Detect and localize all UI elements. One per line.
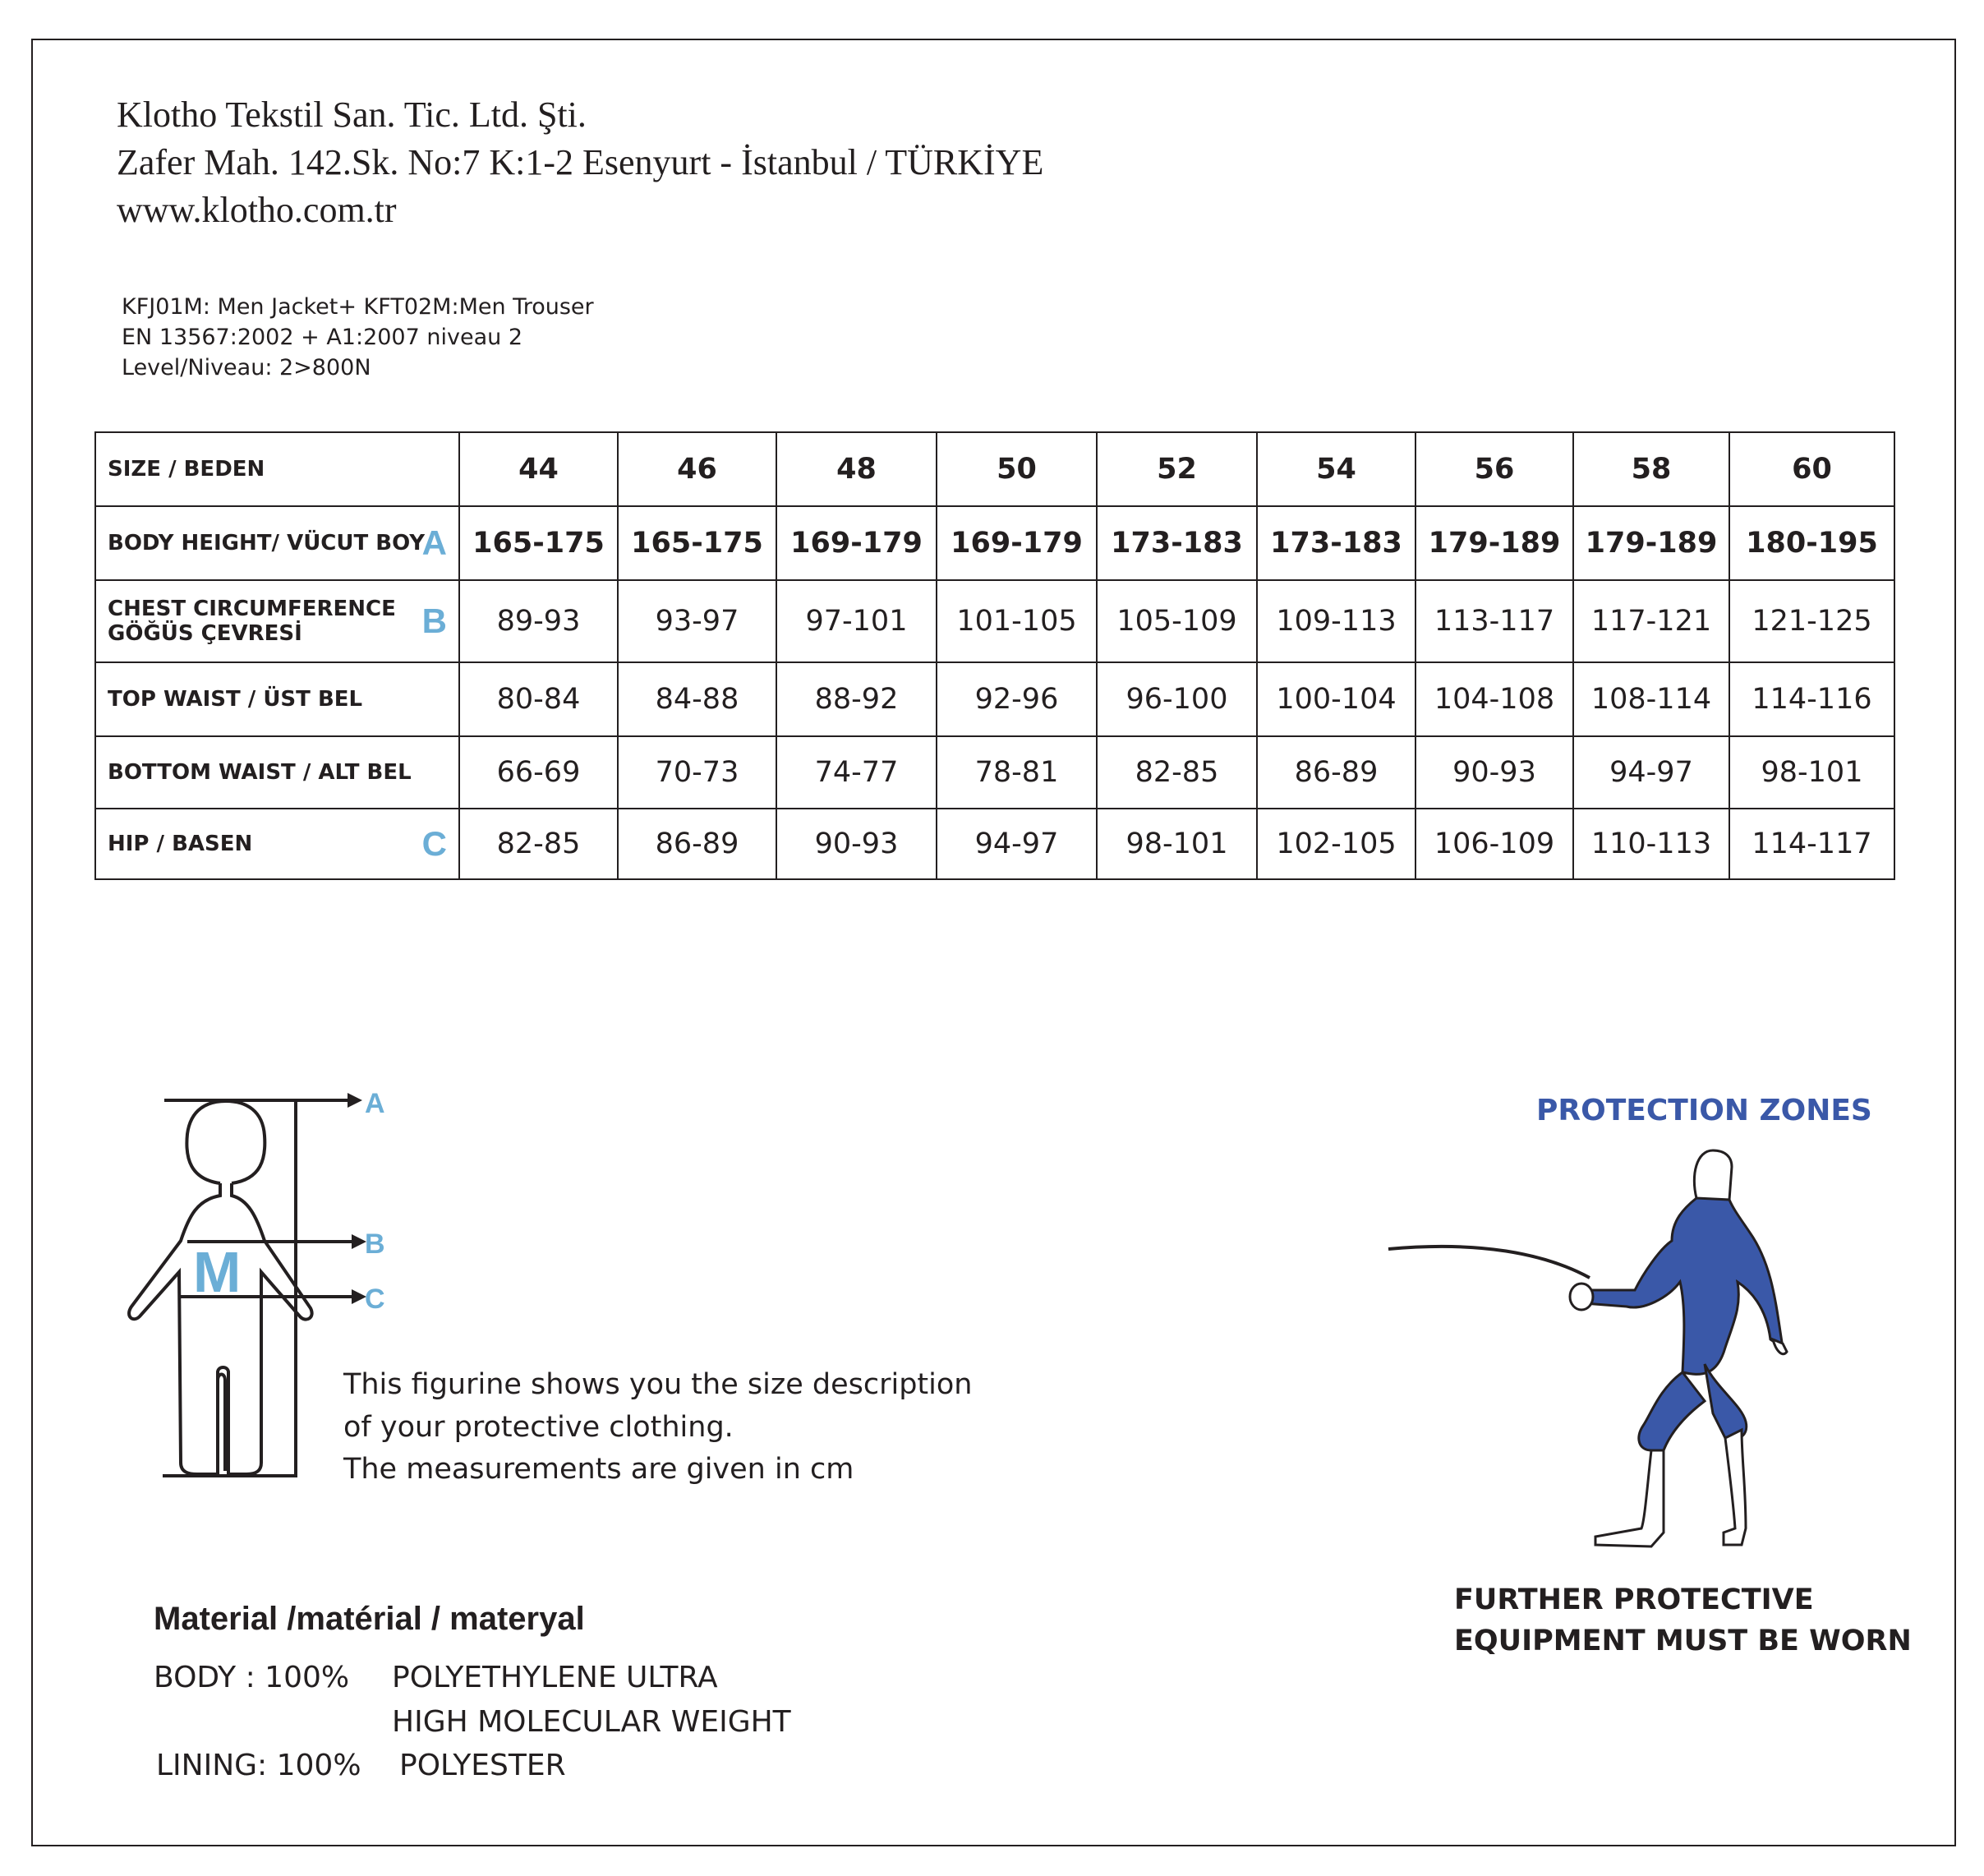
table-cell: 70-73: [618, 736, 776, 809]
table-cell: 74-77: [776, 736, 937, 809]
material-lining-value: POLYESTER: [399, 1749, 566, 1782]
table-cell: 44: [459, 432, 618, 506]
table-cell: 58: [1573, 432, 1729, 506]
table-cell: 66-69: [459, 736, 618, 809]
table-cell: 109-113: [1257, 580, 1415, 662]
table-cell: 101-105: [937, 580, 1097, 662]
table-cell: 54: [1257, 432, 1415, 506]
figure-caption-line-1: This figurine shows you the size description: [343, 1368, 973, 1401]
row-label-cell: [95, 580, 459, 662]
table-cell: 94-97: [937, 809, 1097, 879]
table-cell: 114-116: [1729, 662, 1894, 736]
table-cell: 50: [937, 432, 1097, 506]
table-cell: 113-117: [1415, 580, 1573, 662]
table-cell: 82-85: [459, 809, 618, 879]
table-cell: 102-105: [1257, 809, 1415, 879]
table-cell: 165-175: [459, 506, 618, 580]
fencer-illustration: [1380, 1142, 1840, 1569]
sword-blade: [1388, 1247, 1590, 1278]
table-cell: 98-101: [1729, 736, 1894, 809]
table-cell: 169-179: [937, 506, 1097, 580]
warning-line-2: EQUIPMENT MUST BE WORN: [1454, 1625, 1912, 1657]
row-label: BOTTOM WAIST / ALT BEL: [108, 760, 412, 785]
zone-marker: B: [421, 602, 447, 640]
figure-caption-line-2: of your protective clothing.: [343, 1411, 734, 1444]
material-lining-label: LINING: 100%: [156, 1749, 361, 1782]
table-cell: 46: [618, 432, 776, 506]
row-label-cell: [95, 809, 459, 879]
row-label: TOP WAIST / ÜST BEL: [108, 687, 363, 712]
row-label-cell: [95, 432, 459, 506]
figure-marker-b: B: [365, 1228, 385, 1260]
company-website: www.klotho.com.tr: [117, 190, 397, 230]
table-cell: 56: [1415, 432, 1573, 506]
table-cell: 110-113: [1573, 809, 1729, 879]
table-cell: 90-93: [1415, 736, 1573, 809]
table-cell: 114-117: [1729, 809, 1894, 879]
table-cell: 106-109: [1415, 809, 1573, 879]
table-cell: 169-179: [776, 506, 937, 580]
table-row: [95, 432, 1894, 506]
material-body-label: BODY : 100%: [154, 1661, 350, 1694]
table-cell: 100-104: [1257, 662, 1415, 736]
warning-line-1: FURTHER PROTECTIVE: [1454, 1583, 1814, 1616]
table-row: [95, 809, 1894, 879]
figure-marker-c: C: [365, 1284, 385, 1315]
zone-marker: C: [421, 824, 447, 863]
row-label-cell: [95, 506, 459, 580]
table-cell: 97-101: [776, 580, 937, 662]
row-label-cell: [95, 736, 459, 809]
product-level: Level/Niveau: 2>800N: [122, 355, 371, 380]
table-cell: 179-189: [1573, 506, 1729, 580]
table-cell: 96-100: [1097, 662, 1257, 736]
table-cell: 88-92: [776, 662, 937, 736]
table-cell: 94-97: [1573, 736, 1729, 809]
table-cell: 92-96: [937, 662, 1097, 736]
table-cell: 82-85: [1097, 736, 1257, 809]
table-cell: 60: [1729, 432, 1894, 506]
zone-marker: A: [421, 523, 447, 562]
table-cell: 93-97: [618, 580, 776, 662]
table-cell: 52: [1097, 432, 1257, 506]
table-cell: 117-121: [1573, 580, 1729, 662]
table-cell: 121-125: [1729, 580, 1894, 662]
table-cell: 89-93: [459, 580, 618, 662]
table-cell: 48: [776, 432, 937, 506]
row-label-cell: [95, 662, 459, 736]
row-label: SIZE / BEDEN: [108, 457, 265, 482]
row-label-secondary: GÖĞÜS ÇEVRESİ: [108, 621, 302, 646]
table-cell: 84-88: [618, 662, 776, 736]
material-body-value-1: POLYETHYLENE ULTRA: [392, 1661, 718, 1694]
table-cell: 80-84: [459, 662, 618, 736]
table-row: [95, 662, 1894, 736]
table-cell: 180-195: [1729, 506, 1894, 580]
table-cell: 86-89: [618, 809, 776, 879]
table-cell: 86-89: [1257, 736, 1415, 809]
company-name: Klotho Tekstil San. Tic. Ltd. Şti.: [117, 94, 587, 135]
row-label: HIP / BASEN: [108, 832, 253, 856]
figure-caption-line-3: The measurements are given in cm: [343, 1453, 854, 1486]
size-table: [94, 431, 1895, 880]
table-cell: 108-114: [1573, 662, 1729, 736]
figure-marker-a: A: [365, 1088, 385, 1119]
table-cell: 173-183: [1097, 506, 1257, 580]
figure-marker-m: M: [193, 1240, 242, 1304]
table-cell: 104-108: [1415, 662, 1573, 736]
table-cell: 98-101: [1097, 809, 1257, 879]
material-title: Material /matérial / materyal: [154, 1601, 585, 1637]
row-label: BODY HEIGHT/ VÜCUT BOY: [108, 531, 426, 555]
table-cell: 165-175: [618, 506, 776, 580]
row-label: CHEST CIRCUMFERENCE: [108, 597, 396, 621]
table-cell: 90-93: [776, 809, 937, 879]
product-standard: EN 13567:2002 + A1:2007 niveau 2: [122, 325, 522, 350]
table-row: [95, 736, 1894, 809]
product-models: KFJ01M: Men Jacket+ KFT02M:Men Trouser: [122, 294, 594, 320]
table-cell: 173-183: [1257, 506, 1415, 580]
table-cell: 78-81: [937, 736, 1097, 809]
company-address: Zafer Mah. 142.Sk. No:7 K:1-2 Esenyurt - İstanbul / TÜRKİYE: [117, 142, 1044, 182]
table-row: [95, 506, 1894, 580]
table-row: [95, 580, 1894, 662]
protection-zones-title: PROTECTION ZONES: [1536, 1094, 1872, 1127]
table-cell: 105-109: [1097, 580, 1257, 662]
table-cell: 179-189: [1415, 506, 1573, 580]
arrow-a-icon: [348, 1093, 362, 1108]
material-body-value-2: HIGH MOLECULAR WEIGHT: [392, 1705, 791, 1739]
